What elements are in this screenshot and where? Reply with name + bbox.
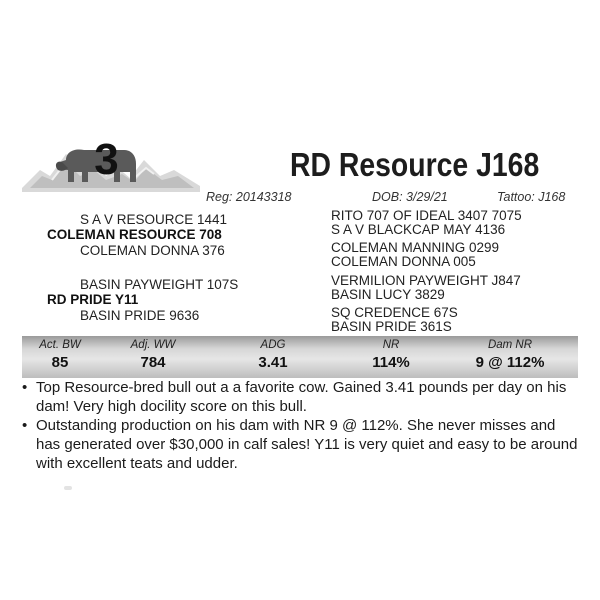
bullet-item — [20, 416, 580, 473]
animal-name-title: RD Resource J168 — [290, 146, 540, 183]
sire-dam-sire: COLEMAN MANNING 0299 — [331, 240, 500, 255]
bullet-text: Top Resource-bred bull out a a favorite cow. Gained 3.41 pounds per day on his dam! Very high docility score on this bull. — [36, 379, 567, 415]
lot-number: 3 — [94, 135, 118, 184]
registration-number: Reg: 20143318 — [206, 190, 292, 204]
sire-dam-dam: COLEMAN DONNA 005 — [331, 254, 476, 269]
sire-sire-dam: S A V BLACKCAP MAY 4136 — [331, 222, 506, 237]
dam-dam-dam: BASIN PRIDE 361S — [331, 319, 452, 334]
stat-value-adg: 3.41 — [258, 354, 288, 371]
sire-dam: COLEMAN DONNA 376 — [80, 243, 225, 258]
sire-sire: S A V RESOURCE 1441 — [80, 212, 228, 227]
sire-sire-sire: RITO 707 OF IDEAL 3407 7075 — [331, 208, 522, 223]
stat-value-weaning-weight: 784 — [140, 354, 166, 371]
tattoo: Tattoo: J168 — [497, 190, 566, 204]
stat-label-birth-weight: Act. BW — [39, 339, 81, 351]
stat-label-adg: ADG — [260, 339, 286, 351]
bullet-text: Outstanding production on his dam with NR 9 @ 112%. She never misses and has generated over $30,000 in calf sales! Y11 is very quiet and easy to be around with excellent teats and udder. — [36, 417, 578, 472]
description-bullets — [20, 378, 580, 473]
bullet-item — [20, 378, 580, 416]
bullet-icon: • — [22, 417, 28, 434]
dam-sire: BASIN PAYWEIGHT 107S — [80, 277, 239, 292]
date-of-birth: DOB: 3/29/21 — [372, 190, 448, 204]
stat-label-nr: NR — [382, 339, 400, 351]
stat-value-nr: 114% — [372, 354, 410, 371]
dam-sire-dam: BASIN LUCY 3829 — [331, 287, 445, 302]
dam-dam: BASIN PRIDE 9636 — [80, 308, 200, 323]
dam: RD PRIDE Y11 — [47, 292, 139, 307]
stat-label-dam-nr: Dam NR — [487, 339, 533, 351]
dam-dam-sire: SQ CREDENCE 67S — [331, 305, 458, 320]
bullet-icon: • — [22, 379, 28, 396]
dam-sire-sire: VERMILION PAYWEIGHT J847 — [331, 273, 521, 288]
decorative-speck — [64, 486, 72, 490]
stat-value-birth-weight: 85 — [51, 354, 69, 371]
stat-label-weaning-weight: Adj. WW — [130, 339, 176, 351]
sire: COLEMAN RESOURCE 708 — [47, 227, 222, 242]
stat-value-dam-nr: 9 @ 112% — [475, 354, 545, 371]
